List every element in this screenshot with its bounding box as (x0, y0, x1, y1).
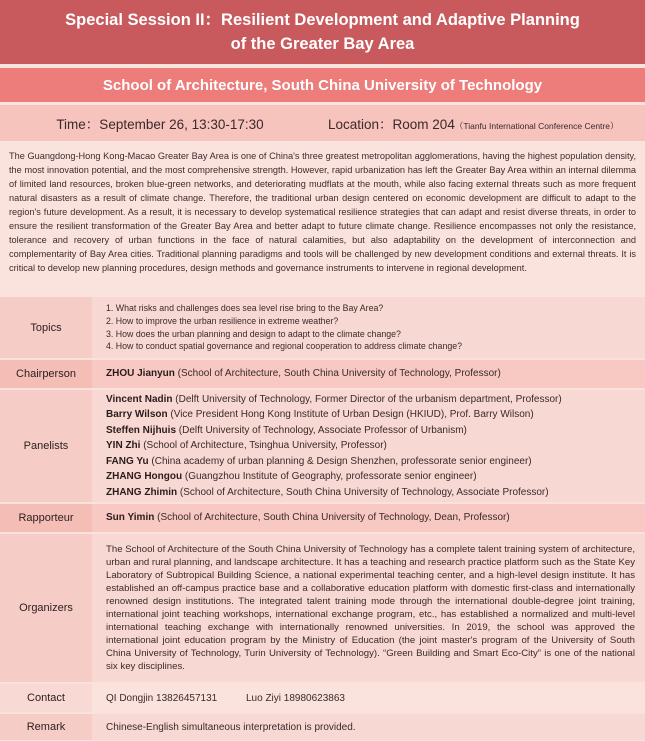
topic-item: 3. How does the urban planning and design to adapt to the climate change? (106, 328, 401, 339)
topic-item: 1. What risks and challenges does sea level rise bring to the Bay Area? (106, 303, 384, 314)
rapporteur-row (0, 503, 645, 533)
panelist-name: ZHANG Zhimin (106, 486, 178, 498)
panelist-name: Vincent Nadin (106, 394, 173, 406)
panelists-row (0, 389, 645, 503)
panelist-entry (106, 438, 635, 453)
panelist-name: Barry Wilson (106, 409, 168, 421)
panelist-affiliation: (China academy of urban planning & Design Shenzhen, professorate senior engineer) (148, 455, 532, 467)
panelist-name: YIN Zhi (106, 440, 141, 452)
rapporteur-value (92, 503, 645, 533)
panelist-entry (106, 392, 635, 407)
remark-row (0, 713, 645, 740)
remark-label: Remark (0, 713, 92, 740)
contact-row (0, 683, 645, 713)
panelist-affiliation: (Guangzhou Institute of Geography, professorate senior engineer) (182, 471, 477, 483)
organizers-row (0, 533, 645, 683)
chairperson-value (92, 359, 645, 389)
contact-value (92, 683, 645, 713)
rapporteur-affiliation: (School of Architecture, South China University of Technology, Dean, Professor) (154, 512, 510, 524)
topics-row (0, 296, 645, 359)
panelists-value (92, 389, 645, 503)
time-location-bar (0, 105, 645, 141)
topics-list (106, 302, 635, 352)
rapporteur-name: Sun Yimin (106, 512, 155, 524)
contact-label: Contact (0, 683, 92, 713)
panelist-entry (106, 454, 635, 469)
contact-entry: Luo Ziyi 18980623863 (245, 692, 345, 704)
chairperson-label: Chairperson (0, 359, 92, 389)
remark-text: Chinese-English simultaneous interpretation is provided. (92, 713, 645, 740)
session-details-table (0, 295, 645, 740)
location-room: Location：Room 204 (328, 117, 455, 132)
topic-item: 4. How to conduct spatial governance and regional cooperation to address climate change? (106, 341, 463, 352)
topics-label: Topics (0, 296, 92, 359)
session-title-line-1: Special Session II：Resilient Development and Adaptive Planning (65, 11, 580, 29)
panelist-name: Steffen Nijhuis (106, 424, 177, 436)
panelist-entry (106, 423, 635, 438)
chairperson-name: ZHOU Jianyun (106, 368, 175, 380)
location-venue-note: （Tianfu International Conference Centre） (454, 121, 619, 131)
chairperson-row (0, 359, 645, 389)
panelist-affiliation: (Delft University of Technology, Former Director of the urbanism department, Professor) (172, 394, 562, 406)
topics-value (92, 296, 645, 359)
panelist-entry (106, 485, 635, 500)
chairperson-affiliation: (School of Architecture, South China University of Technology, Professor) (174, 368, 501, 380)
topic-item: 2. How to improve the urban resilience in extreme weather? (106, 315, 339, 326)
panelist-affiliation: (School of Architecture, South China University of Technology, Associate Professor) (177, 486, 549, 498)
panelist-affiliation: (School of Architecture, Tsinghua University, Professor) (140, 440, 387, 452)
session-time: Time：September 26, 13:30-17:30 (56, 117, 264, 132)
session-location (320, 113, 645, 133)
host-school-banner (0, 68, 645, 102)
panelist-name: FANG Yu (106, 455, 149, 467)
host-school-name: School of Architecture, South China University of Technology (102, 76, 543, 94)
session-introduction: The Guangdong-Hong Kong-Macao Greater Bay Area is one of China's three greatest metropolitan agglomerations, having the highest population density, the most innovation potential, and the most comprehensive strength. However, rapid urbanization has left the Greater Bay Area within an internal dilemma of limited land resources, broken blue-green networks, and deteriorating mudflats at the mouth, while also facing external threats such as more frequent natural disasters as a result of climate change. Therefore, the traditional urban design centered on economic development are difficult to adapt to the region's future development. As a result, it is necessary to develop systematical resilience strategies that can adapt and resist diverse threats, in order to ensure the resilient transformation of the Greater Bay Area and better adapt to future climate change. Resilience encompasses not only the resistance, tolerance and recovery of urban functions in the face of natural calamities, but also adaptability on the development of interconnection and complementarity of Bay Area cities. Traditional planning paradigms and tools will be challenged by new development conditions and external threats. It is critical to develop new planning procedures, design methods and governance instruments to intervene in regional development. (9, 151, 636, 273)
panelist-name: ZHANG Hongou (106, 471, 183, 483)
organizers-description: The School of Architecture of the South China University of Technology has a complete talent training system of architecture, urban and rural planning, and landscape architecture. It has a teaching and research practice platform such as the State Key Laboratory of Subtropical Building Science, a national experimental teaching center, and a high-level design institute. It has established an off-campus practice base and a collaborative education platform with domestic first-class and internationally renowned design institutions. The integrated talent training mode through the international double-degree joint training, international joint teaching workshops, international exchange program, etc., has established a normalized and multi-level international teaching exchange with internationally renowned universities. In 2019, the school was approved the international joint education program by the Ministry of Education (the joint master's program of the University of South China University of Technology, Turin University of Technology). “Green Building and Smart Eco-City” is one of the national six key disciplines. (92, 533, 645, 683)
session-title-banner (0, 0, 645, 64)
panelists-label: Panelists (0, 389, 92, 503)
rapporteur-label: Rapporteur (0, 503, 92, 533)
contact-entry: QI Dongjin 13826457131 (106, 692, 218, 704)
panelist-affiliation: (Vice President Hong Kong Institute of Urban Design (HKIUD), Prof. Barry Wilson) (167, 409, 534, 421)
panelist-entry (106, 469, 635, 484)
panelist-affiliation: (Delft University of Technology, Associate Professor of Urbanism) (176, 424, 467, 436)
organizers-label: Organizers (0, 533, 92, 683)
session-title-line-2: of the Greater Bay Area (230, 35, 415, 53)
panelist-entry (106, 407, 635, 422)
